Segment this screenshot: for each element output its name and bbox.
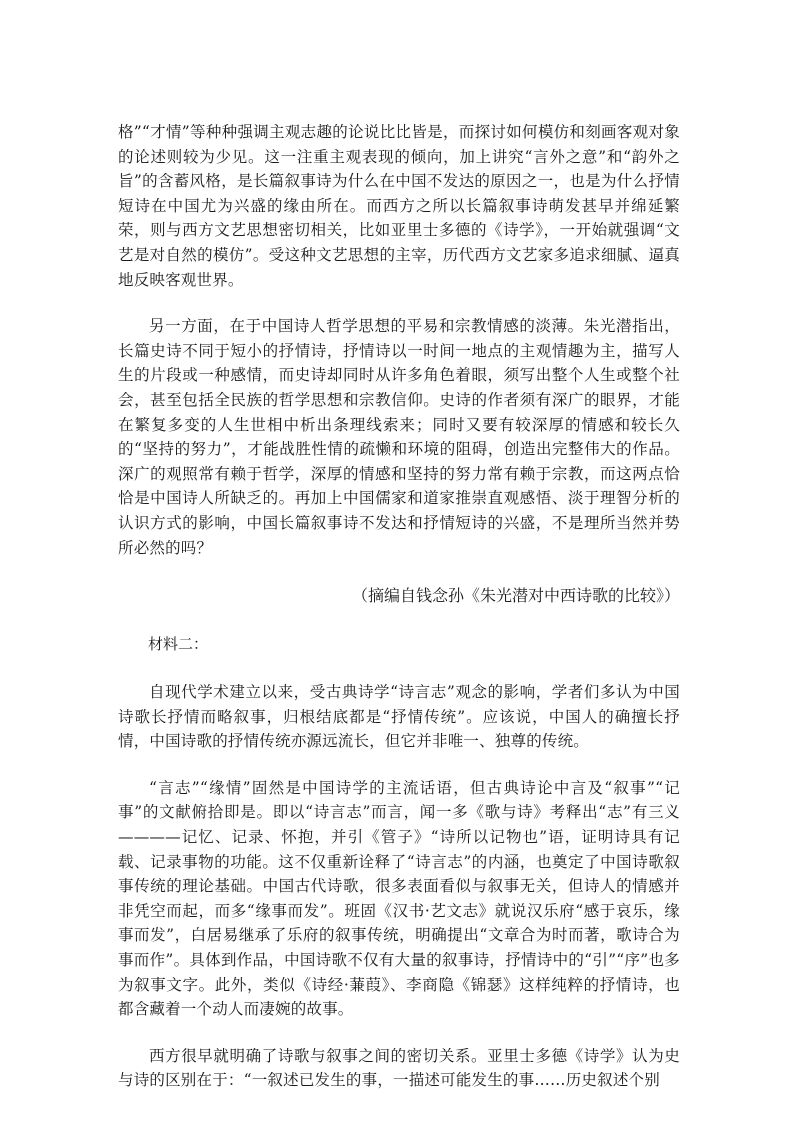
paragraph-gap bbox=[118, 608, 680, 632]
paragraph-narrative-tradition: “言志”“缘情”固然是中国诗学的主流话语，但古典诗论中言及“叙事”“记事”的文献俯拾即是。即以“诗言志”而言，闻一多《歌与诗》考释出“志”有三义————记忆、记录、怀抱，并引《管子》“诗所以记物也”语，证明诗具有记载、记录事物的功能。这不仅重新诠释了“诗言志”的内涵，也奠定了中国诗歌叙事传统的理论基础。中国古代诗歌，很多表面看似与叙事无关，但诗人的情感并非凭空而起，而多“缘事而发”。班固《汉书·艺文志》就说汉乐府“感于哀乐，缘事而发”，白居易继承了乐府的叙事传统，明确提出“文章合为时而著，歌诗合为事而作”。具体到作品，中国诗歌不仅有大量的叙事诗，抒情诗中的“引”“序”也多为叙事文字。此外，类似《诗经·蒹葭》、李商隐《锦瑟》这样纯粹的抒情诗，也都含藏着一个动人而凄婉的故事。 bbox=[118, 778, 680, 1019]
paragraph-philosophy: 另一方面，在于中国诗人哲学思想的平易和宗教情感的淡薄。朱光潜指出，长篇史诗不同于短小的抒情诗，抒情诗以一时间一地点的主观情趣为主，描写人生的片段或一种感情，而史诗却同时从许多角色着眼，须写出整个人生或整个社会，甚至包括全民族的哲学思想和宗教信仰。史诗的作者须有深广的眼界，才能在繁复多变的人生世相中析出条理线索来；同时又要有较深厚的情感和较长久的“坚持的努力”，才能战胜性情的疏懒和环境的阻碍，创造出完整伟大的作品。深广的观照常有赖于哲学，深厚的情感和坚持的努力常有赖于宗教，而这两点恰恰是中国诗人所缺乏的。再加上中国儒家和道家推崇直观感悟、淡于理智分析的认识方式的影响，中国长篇叙事诗不发达和抒情短诗的兴盛，不是理所当然并势所必然的吗？ bbox=[118, 317, 680, 557]
document-page bbox=[118, 120, 680, 1093]
paragraph-continuation: 格”“才情”等种种强调主观志趣的论说比比皆是，而探讨如何模仿和刻画客观对象的论述则较为少见。这一注重主观表现的倾向，加上讲究“言外之意”和“韵外之旨”的含蓄风格，是长篇叙事诗为什么在中国不发达的原因之一，也是为什么抒情短诗在中国尤为兴盛的缘由所在。而西方之所以长篇叙事诗萌发甚早并绵延繁荣，则与西方文艺思想密切相关，比如亚里士多德的《诗学》，一开始就强调“文艺是对自然的模仿”。受这种文艺思想的主宰，历代西方文艺家多追求细腻、逼真地反映客观世界。 bbox=[118, 123, 680, 289]
paragraph-gap bbox=[118, 754, 680, 776]
paragraph-gap bbox=[118, 656, 680, 680]
paragraph-modern-scholarship: 自现代学术建立以来，受古典诗学“诗言志”观念的影响，学者们多认为中国诗歌长抒情而略叙事，归根结底都是“抒情传统”。应该说，中国人的确擅长抒情，中国诗歌的抒情传统亦源远流长，但它并非唯一、独尊的传统。 bbox=[118, 683, 680, 751]
paragraph-gap bbox=[118, 292, 680, 314]
paragraph-gap bbox=[118, 560, 680, 584]
paragraph-western-poetics: 西方很早就明确了诗歌与叙事之间的密切关系。亚里士多德《诗学》认为史与诗的区别在于：“一叙述已发生的事，一描述可能发生的事……历史叙述个别 bbox=[118, 1046, 680, 1090]
paragraph-gap bbox=[118, 1022, 680, 1044]
material-two-label: 材料二： bbox=[148, 635, 209, 654]
source-citation: （摘编自钱念孙《朱光潜对中西诗歌的比较》） bbox=[351, 586, 680, 606]
